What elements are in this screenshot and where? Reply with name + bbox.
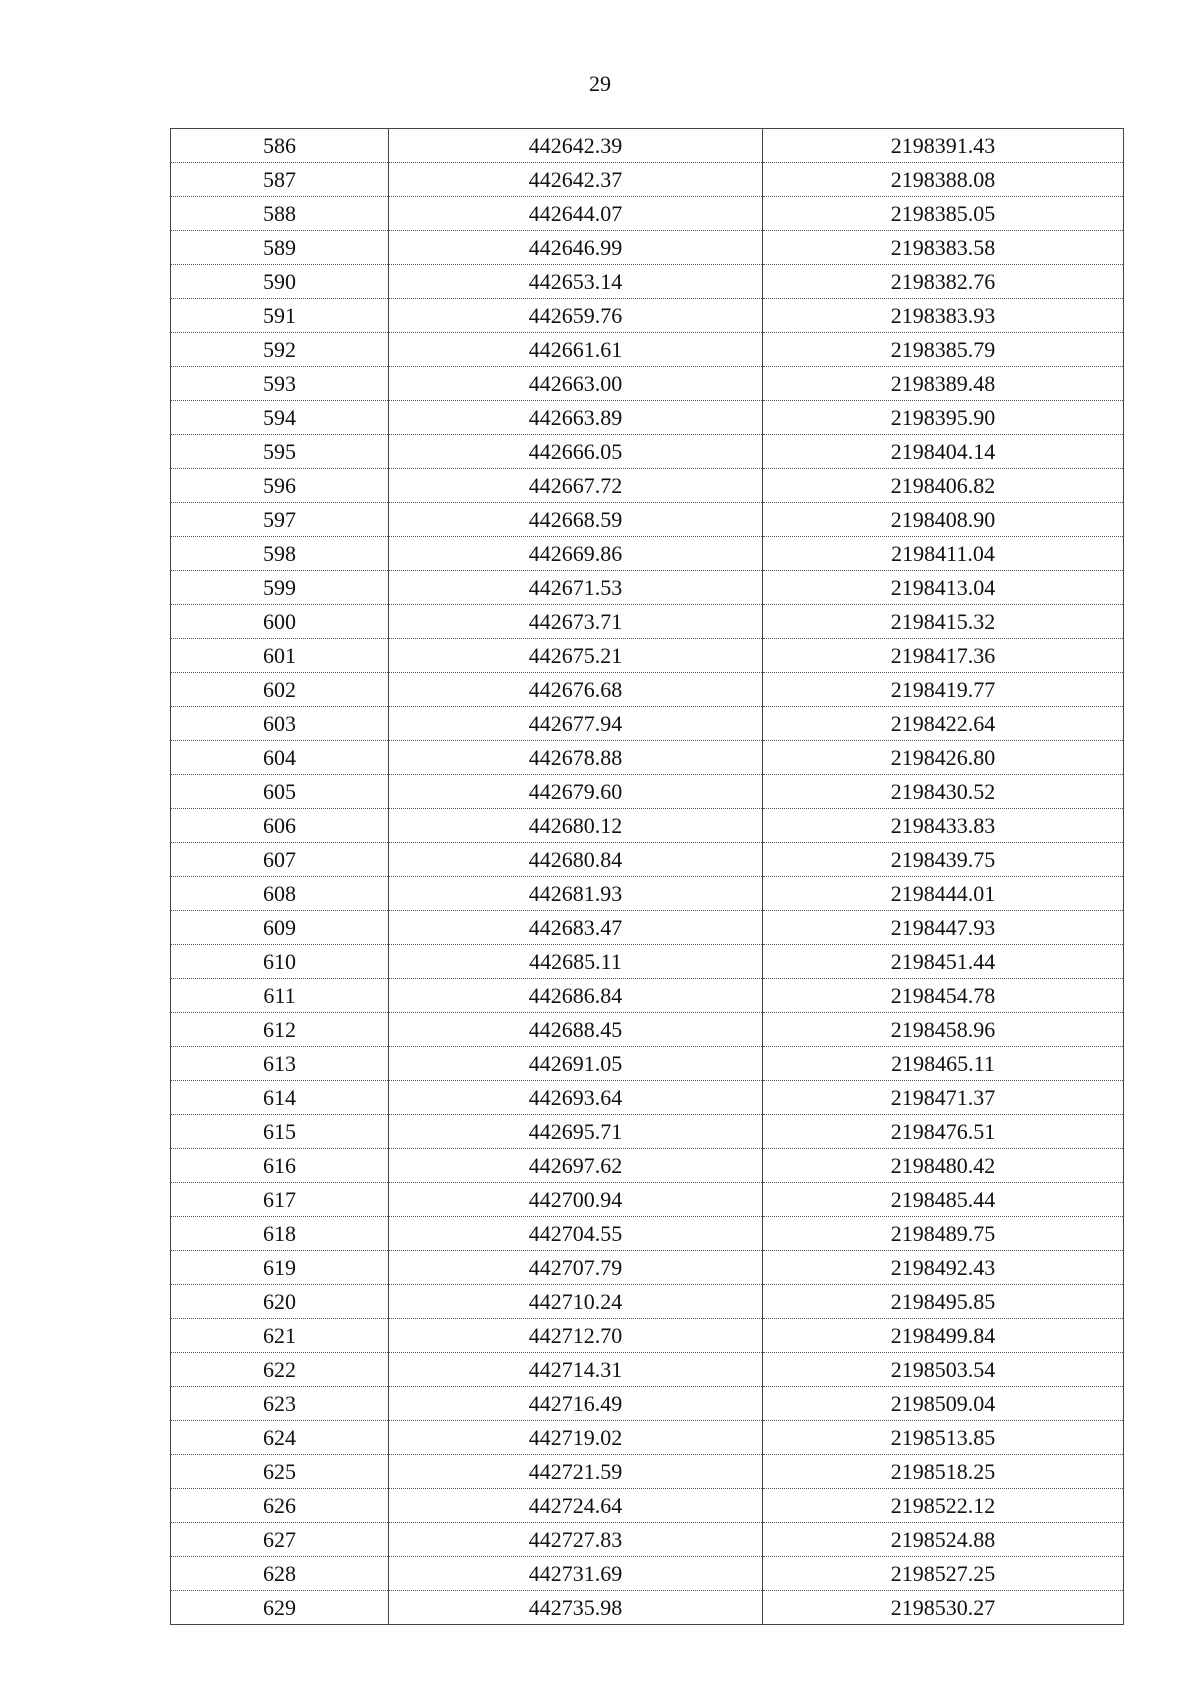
x-coordinate-cell: 442661.61 [389, 333, 763, 367]
point-number-cell: 599 [171, 571, 389, 605]
y-coordinate-cell: 2198503.54 [763, 1353, 1124, 1387]
x-coordinate-cell: 442697.62 [389, 1149, 763, 1183]
point-number-cell: 610 [171, 945, 389, 979]
point-number-cell: 614 [171, 1081, 389, 1115]
point-number-cell: 626 [171, 1489, 389, 1523]
point-number-cell: 612 [171, 1013, 389, 1047]
x-coordinate-cell: 442671.53 [389, 571, 763, 605]
point-number-cell: 616 [171, 1149, 389, 1183]
table-row [171, 265, 1124, 299]
x-coordinate-cell: 442704.55 [389, 1217, 763, 1251]
x-coordinate-cell: 442724.64 [389, 1489, 763, 1523]
table-row [171, 1285, 1124, 1319]
point-number-cell: 592 [171, 333, 389, 367]
y-coordinate-cell: 2198388.08 [763, 163, 1124, 197]
point-number-cell: 593 [171, 367, 389, 401]
y-coordinate-cell: 2198458.96 [763, 1013, 1124, 1047]
table-row [171, 605, 1124, 639]
y-coordinate-cell: 2198492.43 [763, 1251, 1124, 1285]
y-coordinate-cell: 2198489.75 [763, 1217, 1124, 1251]
x-coordinate-cell: 442721.59 [389, 1455, 763, 1489]
table-row [171, 469, 1124, 503]
y-coordinate-cell: 2198415.32 [763, 605, 1124, 639]
point-number-cell: 623 [171, 1387, 389, 1421]
x-coordinate-cell: 442678.88 [389, 741, 763, 775]
x-coordinate-cell: 442666.05 [389, 435, 763, 469]
table-row [171, 911, 1124, 945]
x-coordinate-cell: 442688.45 [389, 1013, 763, 1047]
table-row [171, 843, 1124, 877]
point-number-cell: 606 [171, 809, 389, 843]
page-number: 29 [589, 71, 611, 96]
point-number-cell: 596 [171, 469, 389, 503]
y-coordinate-cell: 2198389.48 [763, 367, 1124, 401]
y-coordinate-cell: 2198499.84 [763, 1319, 1124, 1353]
table-row [171, 775, 1124, 809]
point-number-cell: 607 [171, 843, 389, 877]
x-coordinate-cell: 442646.99 [389, 231, 763, 265]
x-coordinate-cell: 442675.21 [389, 639, 763, 673]
table-row [171, 1353, 1124, 1387]
x-coordinate-cell: 442719.02 [389, 1421, 763, 1455]
x-coordinate-cell: 442707.79 [389, 1251, 763, 1285]
table-row [171, 1489, 1124, 1523]
table-row [171, 197, 1124, 231]
x-coordinate-cell: 442663.89 [389, 401, 763, 435]
y-coordinate-cell: 2198383.93 [763, 299, 1124, 333]
table-row [171, 1557, 1124, 1591]
point-number-cell: 625 [171, 1455, 389, 1489]
y-coordinate-cell: 2198383.58 [763, 231, 1124, 265]
x-coordinate-cell: 442731.69 [389, 1557, 763, 1591]
point-number-cell: 600 [171, 605, 389, 639]
y-coordinate-cell: 2198413.04 [763, 571, 1124, 605]
table-row [171, 1591, 1124, 1625]
y-coordinate-cell: 2198509.04 [763, 1387, 1124, 1421]
x-coordinate-cell: 442712.70 [389, 1319, 763, 1353]
table-row [171, 877, 1124, 911]
y-coordinate-cell: 2198406.82 [763, 469, 1124, 503]
y-coordinate-cell: 2198385.05 [763, 197, 1124, 231]
table-row [171, 1421, 1124, 1455]
x-coordinate-cell: 442673.71 [389, 605, 763, 639]
table-row [171, 1081, 1124, 1115]
x-coordinate-cell: 442677.94 [389, 707, 763, 741]
x-coordinate-cell: 442679.60 [389, 775, 763, 809]
x-coordinate-cell: 442669.86 [389, 537, 763, 571]
point-number-cell: 594 [171, 401, 389, 435]
y-coordinate-cell: 2198385.79 [763, 333, 1124, 367]
y-coordinate-cell: 2198485.44 [763, 1183, 1124, 1217]
y-coordinate-cell: 2198530.27 [763, 1591, 1124, 1625]
point-number-cell: 602 [171, 673, 389, 707]
table-row [171, 435, 1124, 469]
table-row [171, 1013, 1124, 1047]
table-row [171, 571, 1124, 605]
coordinate-table [170, 128, 1124, 1625]
table-row [171, 673, 1124, 707]
x-coordinate-cell: 442683.47 [389, 911, 763, 945]
y-coordinate-cell: 2198382.76 [763, 265, 1124, 299]
point-number-cell: 608 [171, 877, 389, 911]
y-coordinate-cell: 2198495.85 [763, 1285, 1124, 1319]
point-number-cell: 601 [171, 639, 389, 673]
point-number-cell: 591 [171, 299, 389, 333]
table-row [171, 163, 1124, 197]
point-number-cell: 590 [171, 265, 389, 299]
y-coordinate-cell: 2198524.88 [763, 1523, 1124, 1557]
y-coordinate-cell: 2198451.44 [763, 945, 1124, 979]
x-coordinate-cell: 442681.93 [389, 877, 763, 911]
table-row [171, 1523, 1124, 1557]
table-row [171, 333, 1124, 367]
y-coordinate-cell: 2198465.11 [763, 1047, 1124, 1081]
y-coordinate-cell: 2198447.93 [763, 911, 1124, 945]
x-coordinate-cell: 442676.68 [389, 673, 763, 707]
point-number-cell: 621 [171, 1319, 389, 1353]
y-coordinate-cell: 2198419.77 [763, 673, 1124, 707]
x-coordinate-cell: 442693.64 [389, 1081, 763, 1115]
x-coordinate-cell: 442716.49 [389, 1387, 763, 1421]
x-coordinate-cell: 442668.59 [389, 503, 763, 537]
table-row [171, 809, 1124, 843]
x-coordinate-cell: 442700.94 [389, 1183, 763, 1217]
point-number-cell: 624 [171, 1421, 389, 1455]
x-coordinate-cell: 442680.12 [389, 809, 763, 843]
y-coordinate-cell: 2198476.51 [763, 1115, 1124, 1149]
table-row [171, 1183, 1124, 1217]
table-row [171, 367, 1124, 401]
y-coordinate-cell: 2198395.90 [763, 401, 1124, 435]
point-number-cell: 587 [171, 163, 389, 197]
point-number-cell: 604 [171, 741, 389, 775]
table-row [171, 1149, 1124, 1183]
y-coordinate-cell: 2198444.01 [763, 877, 1124, 911]
point-number-cell: 586 [171, 129, 389, 163]
x-coordinate-cell: 442663.00 [389, 367, 763, 401]
table-row [171, 231, 1124, 265]
point-number-cell: 615 [171, 1115, 389, 1149]
point-number-cell: 597 [171, 503, 389, 537]
x-coordinate-cell: 442686.84 [389, 979, 763, 1013]
table-row [171, 1387, 1124, 1421]
x-coordinate-cell: 442642.37 [389, 163, 763, 197]
table-row [171, 979, 1124, 1013]
x-coordinate-cell: 442695.71 [389, 1115, 763, 1149]
table-row [171, 1115, 1124, 1149]
x-coordinate-cell: 442685.11 [389, 945, 763, 979]
table-row [171, 299, 1124, 333]
x-coordinate-cell: 442710.24 [389, 1285, 763, 1319]
y-coordinate-cell: 2198391.43 [763, 129, 1124, 163]
point-number-cell: 598 [171, 537, 389, 571]
x-coordinate-cell: 442659.76 [389, 299, 763, 333]
point-number-cell: 618 [171, 1217, 389, 1251]
y-coordinate-cell: 2198408.90 [763, 503, 1124, 537]
y-coordinate-cell: 2198471.37 [763, 1081, 1124, 1115]
x-coordinate-cell: 442644.07 [389, 197, 763, 231]
point-number-cell: 611 [171, 979, 389, 1013]
table-row [171, 707, 1124, 741]
table-row [171, 1319, 1124, 1353]
point-number-cell: 613 [171, 1047, 389, 1081]
table-row [171, 741, 1124, 775]
x-coordinate-cell: 442642.39 [389, 129, 763, 163]
y-coordinate-cell: 2198527.25 [763, 1557, 1124, 1591]
table-row [171, 401, 1124, 435]
y-coordinate-cell: 2198430.52 [763, 775, 1124, 809]
x-coordinate-cell: 442653.14 [389, 265, 763, 299]
point-number-cell: 603 [171, 707, 389, 741]
table-row [171, 639, 1124, 673]
y-coordinate-cell: 2198426.80 [763, 741, 1124, 775]
point-number-cell: 628 [171, 1557, 389, 1591]
point-number-cell: 619 [171, 1251, 389, 1285]
x-coordinate-cell: 442667.72 [389, 469, 763, 503]
y-coordinate-cell: 2198518.25 [763, 1455, 1124, 1489]
point-number-cell: 617 [171, 1183, 389, 1217]
x-coordinate-cell: 442727.83 [389, 1523, 763, 1557]
point-number-cell: 622 [171, 1353, 389, 1387]
y-coordinate-cell: 2198454.78 [763, 979, 1124, 1013]
table-row [171, 1047, 1124, 1081]
table-row [171, 1217, 1124, 1251]
y-coordinate-cell: 2198417.36 [763, 639, 1124, 673]
y-coordinate-cell: 2198480.42 [763, 1149, 1124, 1183]
point-number-cell: 588 [171, 197, 389, 231]
table-row [171, 1251, 1124, 1285]
y-coordinate-cell: 2198522.12 [763, 1489, 1124, 1523]
point-number-cell: 627 [171, 1523, 389, 1557]
table-row [171, 503, 1124, 537]
point-number-cell: 620 [171, 1285, 389, 1319]
table-row [171, 1455, 1124, 1489]
table-row [171, 945, 1124, 979]
y-coordinate-cell: 2198439.75 [763, 843, 1124, 877]
x-coordinate-cell: 442691.05 [389, 1047, 763, 1081]
point-number-cell: 595 [171, 435, 389, 469]
table-row [171, 537, 1124, 571]
point-number-cell: 589 [171, 231, 389, 265]
y-coordinate-cell: 2198513.85 [763, 1421, 1124, 1455]
x-coordinate-cell: 442680.84 [389, 843, 763, 877]
x-coordinate-cell: 442714.31 [389, 1353, 763, 1387]
y-coordinate-cell: 2198433.83 [763, 809, 1124, 843]
coordinate-table-body [171, 129, 1124, 1625]
point-number-cell: 605 [171, 775, 389, 809]
point-number-cell: 629 [171, 1591, 389, 1625]
point-number-cell: 609 [171, 911, 389, 945]
y-coordinate-cell: 2198411.04 [763, 537, 1124, 571]
y-coordinate-cell: 2198404.14 [763, 435, 1124, 469]
table-row [171, 129, 1124, 163]
y-coordinate-cell: 2198422.64 [763, 707, 1124, 741]
x-coordinate-cell: 442735.98 [389, 1591, 763, 1625]
